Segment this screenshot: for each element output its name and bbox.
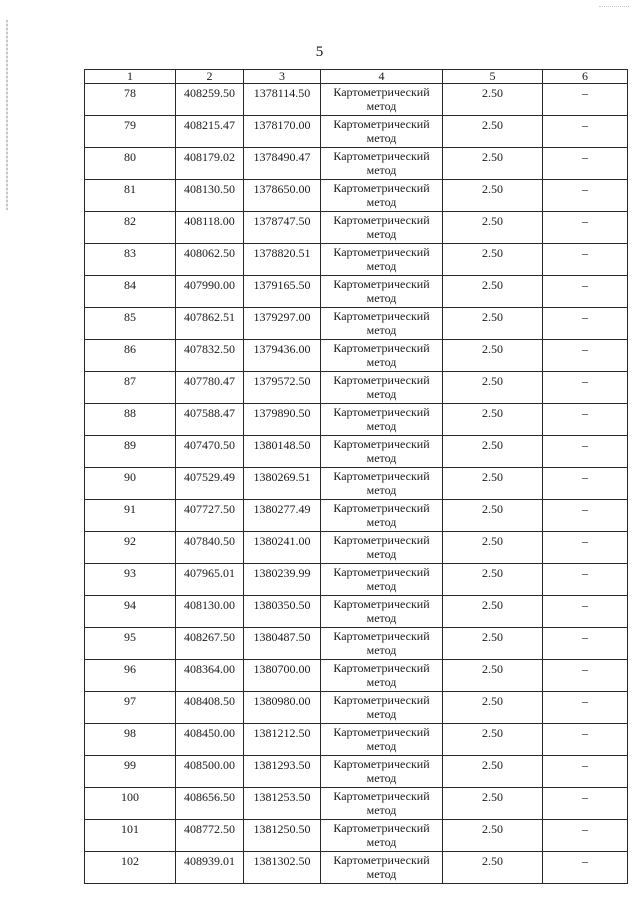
- accuracy-cell: 2.50: [443, 84, 543, 116]
- accuracy-cell: 2.50: [443, 532, 543, 564]
- y-coordinate-cell: 1380277.49: [244, 500, 321, 532]
- accuracy-cell: 2.50: [443, 596, 543, 628]
- accuracy-cell: 2.50: [443, 148, 543, 180]
- point-number-cell: 94: [85, 596, 176, 628]
- table-row: [85, 500, 628, 532]
- y-coordinate-cell: 1378747.50: [244, 212, 321, 244]
- point-number-cell: 91: [85, 500, 176, 532]
- x-coordinate-cell: 407965.01: [176, 564, 244, 596]
- point-number-cell: 85: [85, 308, 176, 340]
- point-number-cell: 101: [85, 820, 176, 852]
- table-row: [85, 852, 628, 884]
- y-coordinate-cell: 1378114.50: [244, 84, 321, 116]
- y-coordinate-cell: 1379165.50: [244, 276, 321, 308]
- accuracy-cell: 2.50: [443, 468, 543, 500]
- header-col-6: 6: [543, 70, 628, 84]
- accuracy-cell: 2.50: [443, 692, 543, 724]
- x-coordinate-cell: 407529.49: [176, 468, 244, 500]
- y-coordinate-cell: 1380239.99: [244, 564, 321, 596]
- y-coordinate-cell: 1381302.50: [244, 852, 321, 884]
- point-number-cell: 95: [85, 628, 176, 660]
- point-number-cell: 79: [85, 116, 176, 148]
- accuracy-cell: 2.50: [443, 564, 543, 596]
- note-cell: –: [543, 116, 628, 148]
- header-col-1: 1: [85, 70, 176, 84]
- table-row: [85, 244, 628, 276]
- x-coordinate-cell: 407780.47: [176, 372, 244, 404]
- accuracy-cell: 2.50: [443, 500, 543, 532]
- note-cell: –: [543, 564, 628, 596]
- x-coordinate-cell: 407470.50: [176, 436, 244, 468]
- accuracy-cell: 2.50: [443, 116, 543, 148]
- y-coordinate-cell: 1378820.51: [244, 244, 321, 276]
- note-cell: –: [543, 468, 628, 500]
- method-cell: Картометрический метод: [321, 692, 443, 724]
- table-row: [85, 660, 628, 692]
- table-row: [85, 532, 628, 564]
- note-cell: –: [543, 404, 628, 436]
- table-row: [85, 84, 628, 116]
- point-number-cell: 88: [85, 404, 176, 436]
- point-number-cell: 93: [85, 564, 176, 596]
- note-cell: –: [543, 500, 628, 532]
- note-cell: –: [543, 628, 628, 660]
- y-coordinate-cell: 1380980.00: [244, 692, 321, 724]
- table-row: [85, 724, 628, 756]
- method-cell: Картометрический метод: [321, 212, 443, 244]
- y-coordinate-cell: 1379436.00: [244, 340, 321, 372]
- x-coordinate-cell: 408130.00: [176, 596, 244, 628]
- method-cell: Картометрический метод: [321, 404, 443, 436]
- note-cell: –: [543, 212, 628, 244]
- y-coordinate-cell: 1378490.47: [244, 148, 321, 180]
- x-coordinate-cell: 407840.50: [176, 532, 244, 564]
- x-coordinate-cell: 408130.50: [176, 180, 244, 212]
- table-row: [85, 596, 628, 628]
- accuracy-cell: 2.50: [443, 628, 543, 660]
- note-cell: –: [543, 788, 628, 820]
- x-coordinate-cell: 407832.50: [176, 340, 244, 372]
- header-col-4: 4: [321, 70, 443, 84]
- method-cell: Картометрический метод: [321, 660, 443, 692]
- method-cell: Картометрический метод: [321, 596, 443, 628]
- table-row: [85, 180, 628, 212]
- y-coordinate-cell: 1379572.50: [244, 372, 321, 404]
- method-cell: Картометрический метод: [321, 788, 443, 820]
- coordinates-table: [84, 69, 628, 884]
- note-cell: –: [543, 340, 628, 372]
- method-cell: Картометрический метод: [321, 116, 443, 148]
- point-number-cell: 83: [85, 244, 176, 276]
- point-number-cell: 81: [85, 180, 176, 212]
- note-cell: –: [543, 84, 628, 116]
- point-number-cell: 98: [85, 724, 176, 756]
- y-coordinate-cell: 1380148.50: [244, 436, 321, 468]
- method-cell: Картометрический метод: [321, 628, 443, 660]
- table-row: [85, 308, 628, 340]
- note-cell: –: [543, 244, 628, 276]
- method-cell: Картометрический метод: [321, 148, 443, 180]
- method-cell: Картометрический метод: [321, 308, 443, 340]
- table-row: [85, 468, 628, 500]
- table-row: [85, 788, 628, 820]
- note-cell: –: [543, 756, 628, 788]
- x-coordinate-cell: 408179.02: [176, 148, 244, 180]
- accuracy-cell: 2.50: [443, 660, 543, 692]
- y-coordinate-cell: 1381253.50: [244, 788, 321, 820]
- accuracy-cell: 2.50: [443, 820, 543, 852]
- method-cell: Картометрический метод: [321, 564, 443, 596]
- table-row: [85, 212, 628, 244]
- accuracy-cell: 2.50: [443, 724, 543, 756]
- y-coordinate-cell: 1380350.50: [244, 596, 321, 628]
- table-header: [85, 70, 628, 84]
- note-cell: –: [543, 596, 628, 628]
- note-cell: –: [543, 180, 628, 212]
- accuracy-cell: 2.50: [443, 788, 543, 820]
- point-number-cell: 100: [85, 788, 176, 820]
- point-number-cell: 84: [85, 276, 176, 308]
- accuracy-cell: 2.50: [443, 212, 543, 244]
- method-cell: Картометрический метод: [321, 436, 443, 468]
- y-coordinate-cell: 1380700.00: [244, 660, 321, 692]
- x-coordinate-cell: 408656.50: [176, 788, 244, 820]
- y-coordinate-cell: 1380269.51: [244, 468, 321, 500]
- table-row: [85, 148, 628, 180]
- point-number-cell: 89: [85, 436, 176, 468]
- point-number-cell: 92: [85, 532, 176, 564]
- header-col-5: 5: [443, 70, 543, 84]
- x-coordinate-cell: 407727.50: [176, 500, 244, 532]
- method-cell: Картометрический метод: [321, 340, 443, 372]
- accuracy-cell: 2.50: [443, 852, 543, 884]
- x-coordinate-cell: 408259.50: [176, 84, 244, 116]
- note-cell: –: [543, 852, 628, 884]
- y-coordinate-cell: 1380241.00: [244, 532, 321, 564]
- x-coordinate-cell: 407588.47: [176, 404, 244, 436]
- x-coordinate-cell: 408062.50: [176, 244, 244, 276]
- note-cell: –: [543, 308, 628, 340]
- x-coordinate-cell: 408450.00: [176, 724, 244, 756]
- point-number-cell: 82: [85, 212, 176, 244]
- table-row: [85, 564, 628, 596]
- method-cell: Картометрический метод: [321, 244, 443, 276]
- point-number-cell: 99: [85, 756, 176, 788]
- table-row: [85, 372, 628, 404]
- point-number-cell: 97: [85, 692, 176, 724]
- y-coordinate-cell: 1381212.50: [244, 724, 321, 756]
- table-row: [85, 276, 628, 308]
- table-row: [85, 628, 628, 660]
- accuracy-cell: 2.50: [443, 180, 543, 212]
- accuracy-cell: 2.50: [443, 372, 543, 404]
- method-cell: Картометрический метод: [321, 372, 443, 404]
- note-cell: –: [543, 660, 628, 692]
- method-cell: Картометрический метод: [321, 532, 443, 564]
- y-coordinate-cell: 1381250.50: [244, 820, 321, 852]
- accuracy-cell: 2.50: [443, 244, 543, 276]
- table-row: [85, 436, 628, 468]
- point-number-cell: 96: [85, 660, 176, 692]
- x-coordinate-cell: 408267.50: [176, 628, 244, 660]
- table-row: [85, 404, 628, 436]
- accuracy-cell: 2.50: [443, 276, 543, 308]
- method-cell: Картометрический метод: [321, 84, 443, 116]
- x-coordinate-cell: 408772.50: [176, 820, 244, 852]
- accuracy-cell: 2.50: [443, 756, 543, 788]
- method-cell: Картометрический метод: [321, 276, 443, 308]
- table-row: [85, 756, 628, 788]
- note-cell: –: [543, 532, 628, 564]
- point-number-cell: 86: [85, 340, 176, 372]
- y-coordinate-cell: 1378170.00: [244, 116, 321, 148]
- note-cell: –: [543, 724, 628, 756]
- method-cell: Картометрический метод: [321, 180, 443, 212]
- table-body: [85, 84, 628, 884]
- x-coordinate-cell: 408364.00: [176, 660, 244, 692]
- x-coordinate-cell: 408215.47: [176, 116, 244, 148]
- page-number: 5: [315, 44, 324, 60]
- note-cell: –: [543, 692, 628, 724]
- point-number-cell: 102: [85, 852, 176, 884]
- y-coordinate-cell: 1381293.50: [244, 756, 321, 788]
- table-row: [85, 692, 628, 724]
- point-number-cell: 80: [85, 148, 176, 180]
- note-cell: –: [543, 276, 628, 308]
- accuracy-cell: 2.50: [443, 308, 543, 340]
- y-coordinate-cell: 1379297.00: [244, 308, 321, 340]
- note-cell: –: [543, 820, 628, 852]
- table-row: [85, 820, 628, 852]
- header-row: [85, 70, 628, 84]
- scan-corner-artifact: [599, 6, 629, 8]
- method-cell: Картометрический метод: [321, 756, 443, 788]
- x-coordinate-cell: 407990.00: [176, 276, 244, 308]
- method-cell: Картометрический метод: [321, 820, 443, 852]
- accuracy-cell: 2.50: [443, 404, 543, 436]
- method-cell: Картометрический метод: [321, 852, 443, 884]
- x-coordinate-cell: 408118.00: [176, 212, 244, 244]
- y-coordinate-cell: 1380487.50: [244, 628, 321, 660]
- x-coordinate-cell: 408500.00: [176, 756, 244, 788]
- method-cell: Картометрический метод: [321, 468, 443, 500]
- y-coordinate-cell: 1378650.00: [244, 180, 321, 212]
- note-cell: –: [543, 372, 628, 404]
- accuracy-cell: 2.50: [443, 340, 543, 372]
- point-number-cell: 87: [85, 372, 176, 404]
- x-coordinate-cell: 408939.01: [176, 852, 244, 884]
- note-cell: –: [543, 148, 628, 180]
- header-col-3: 3: [244, 70, 321, 84]
- table-row: [85, 340, 628, 372]
- header-col-2: 2: [176, 70, 244, 84]
- note-cell: –: [543, 436, 628, 468]
- x-coordinate-cell: 407862.51: [176, 308, 244, 340]
- method-cell: Картометрический метод: [321, 500, 443, 532]
- point-number-cell: 78: [85, 84, 176, 116]
- table-row: [85, 116, 628, 148]
- x-coordinate-cell: 408408.50: [176, 692, 244, 724]
- method-cell: Картометрический метод: [321, 724, 443, 756]
- y-coordinate-cell: 1379890.50: [244, 404, 321, 436]
- accuracy-cell: 2.50: [443, 436, 543, 468]
- point-number-cell: 90: [85, 468, 176, 500]
